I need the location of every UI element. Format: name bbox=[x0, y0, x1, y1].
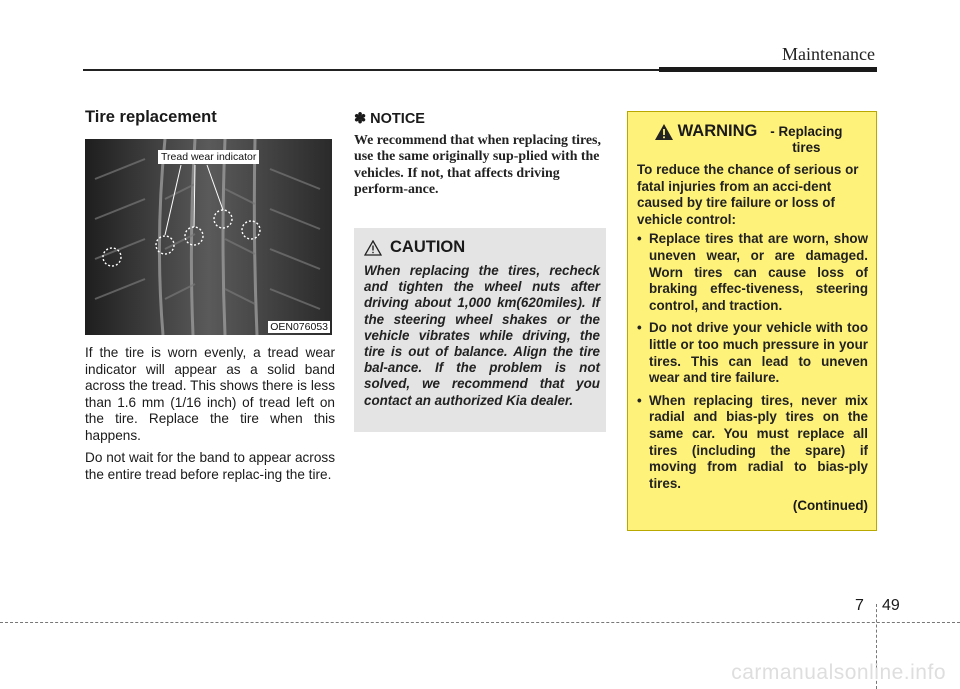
warning-triangle-icon bbox=[654, 123, 674, 141]
warning-header bbox=[637, 122, 868, 156]
header-rule-accent bbox=[659, 67, 877, 72]
notice-text: We recommend that when replacing tires, use the same originally sup-plied with the vehicles. If not, that affects driving perform-ance. bbox=[354, 133, 601, 198]
warning-box bbox=[627, 111, 877, 531]
image-code: OEN076053 bbox=[270, 321, 328, 333]
footer-rule bbox=[0, 622, 960, 623]
caution-header bbox=[364, 238, 600, 257]
warning-subtitle: - Replacing tires bbox=[770, 124, 843, 155]
caution-text: When replacing the tires, recheck and tighten the wheel nuts after driving about 1,000 km(620miles). If the steering wheel shakes or the vehicle vibrates while driving, the tire is out of balance. Align the tire bal-ance. If the problem is not solved, we recommend that you contact an authorized Kia dealer. bbox=[364, 263, 600, 408]
tire-paragraph-1: If the tire is worn evenly, a tread wear indicator will appear as a solid band across the tread. This shows there is less than 1.6 mm (1/16 inch) of tread left on the tire. Replace the tire when this happens. bbox=[85, 345, 335, 443]
section-title: Tire replacement bbox=[85, 108, 217, 126]
tread-wear-indicator-label: Tread wear indicator bbox=[158, 150, 259, 164]
tire-tread-illustration bbox=[85, 139, 332, 335]
tire-tread-photo bbox=[85, 139, 332, 335]
header-title: Maintenance bbox=[782, 44, 875, 64]
page-number: 49 bbox=[882, 597, 900, 614]
warning-intro: To reduce the chance of serious or fatal injuries from an acci-dent caused by tire failure or loss of vehicle control: bbox=[637, 162, 859, 227]
tire-paragraph-2: Do not wait for the band to appear across the entire tread before replac-ing the tire. bbox=[85, 450, 335, 482]
chapter-number: 7 bbox=[855, 597, 864, 614]
watermark: carmanualsonline.info bbox=[731, 661, 946, 684]
warning-item: • Do not drive your vehicle with too little or too much pressure in your tires. This can lead to uneven wear and tire failure. bbox=[637, 320, 868, 386]
caution-triangle-icon bbox=[364, 240, 382, 256]
warning-continued: (Continued) bbox=[792, 498, 868, 514]
caution-box bbox=[354, 228, 606, 432]
warning-item: • Replace tires that are worn, show uneven wear, or are damaged. Worn tires can cause loss of braking effec-tiveness, steering control, and traction. bbox=[637, 231, 868, 314]
notice-title: ✽ NOTICE bbox=[354, 111, 425, 127]
tire-replacement-section bbox=[85, 108, 335, 483]
notice-section bbox=[354, 111, 606, 199]
header-rule bbox=[83, 69, 659, 71]
warning-list bbox=[637, 231, 868, 492]
caution-title: CAUTION bbox=[390, 238, 466, 256]
warning-item: • When replacing tires, never mix radial and bias-ply tires on the same car. You must replace all tires (including the spare) if moving from radial to bias-ply tires. bbox=[637, 393, 868, 493]
warning-title: WARNING bbox=[677, 122, 758, 140]
